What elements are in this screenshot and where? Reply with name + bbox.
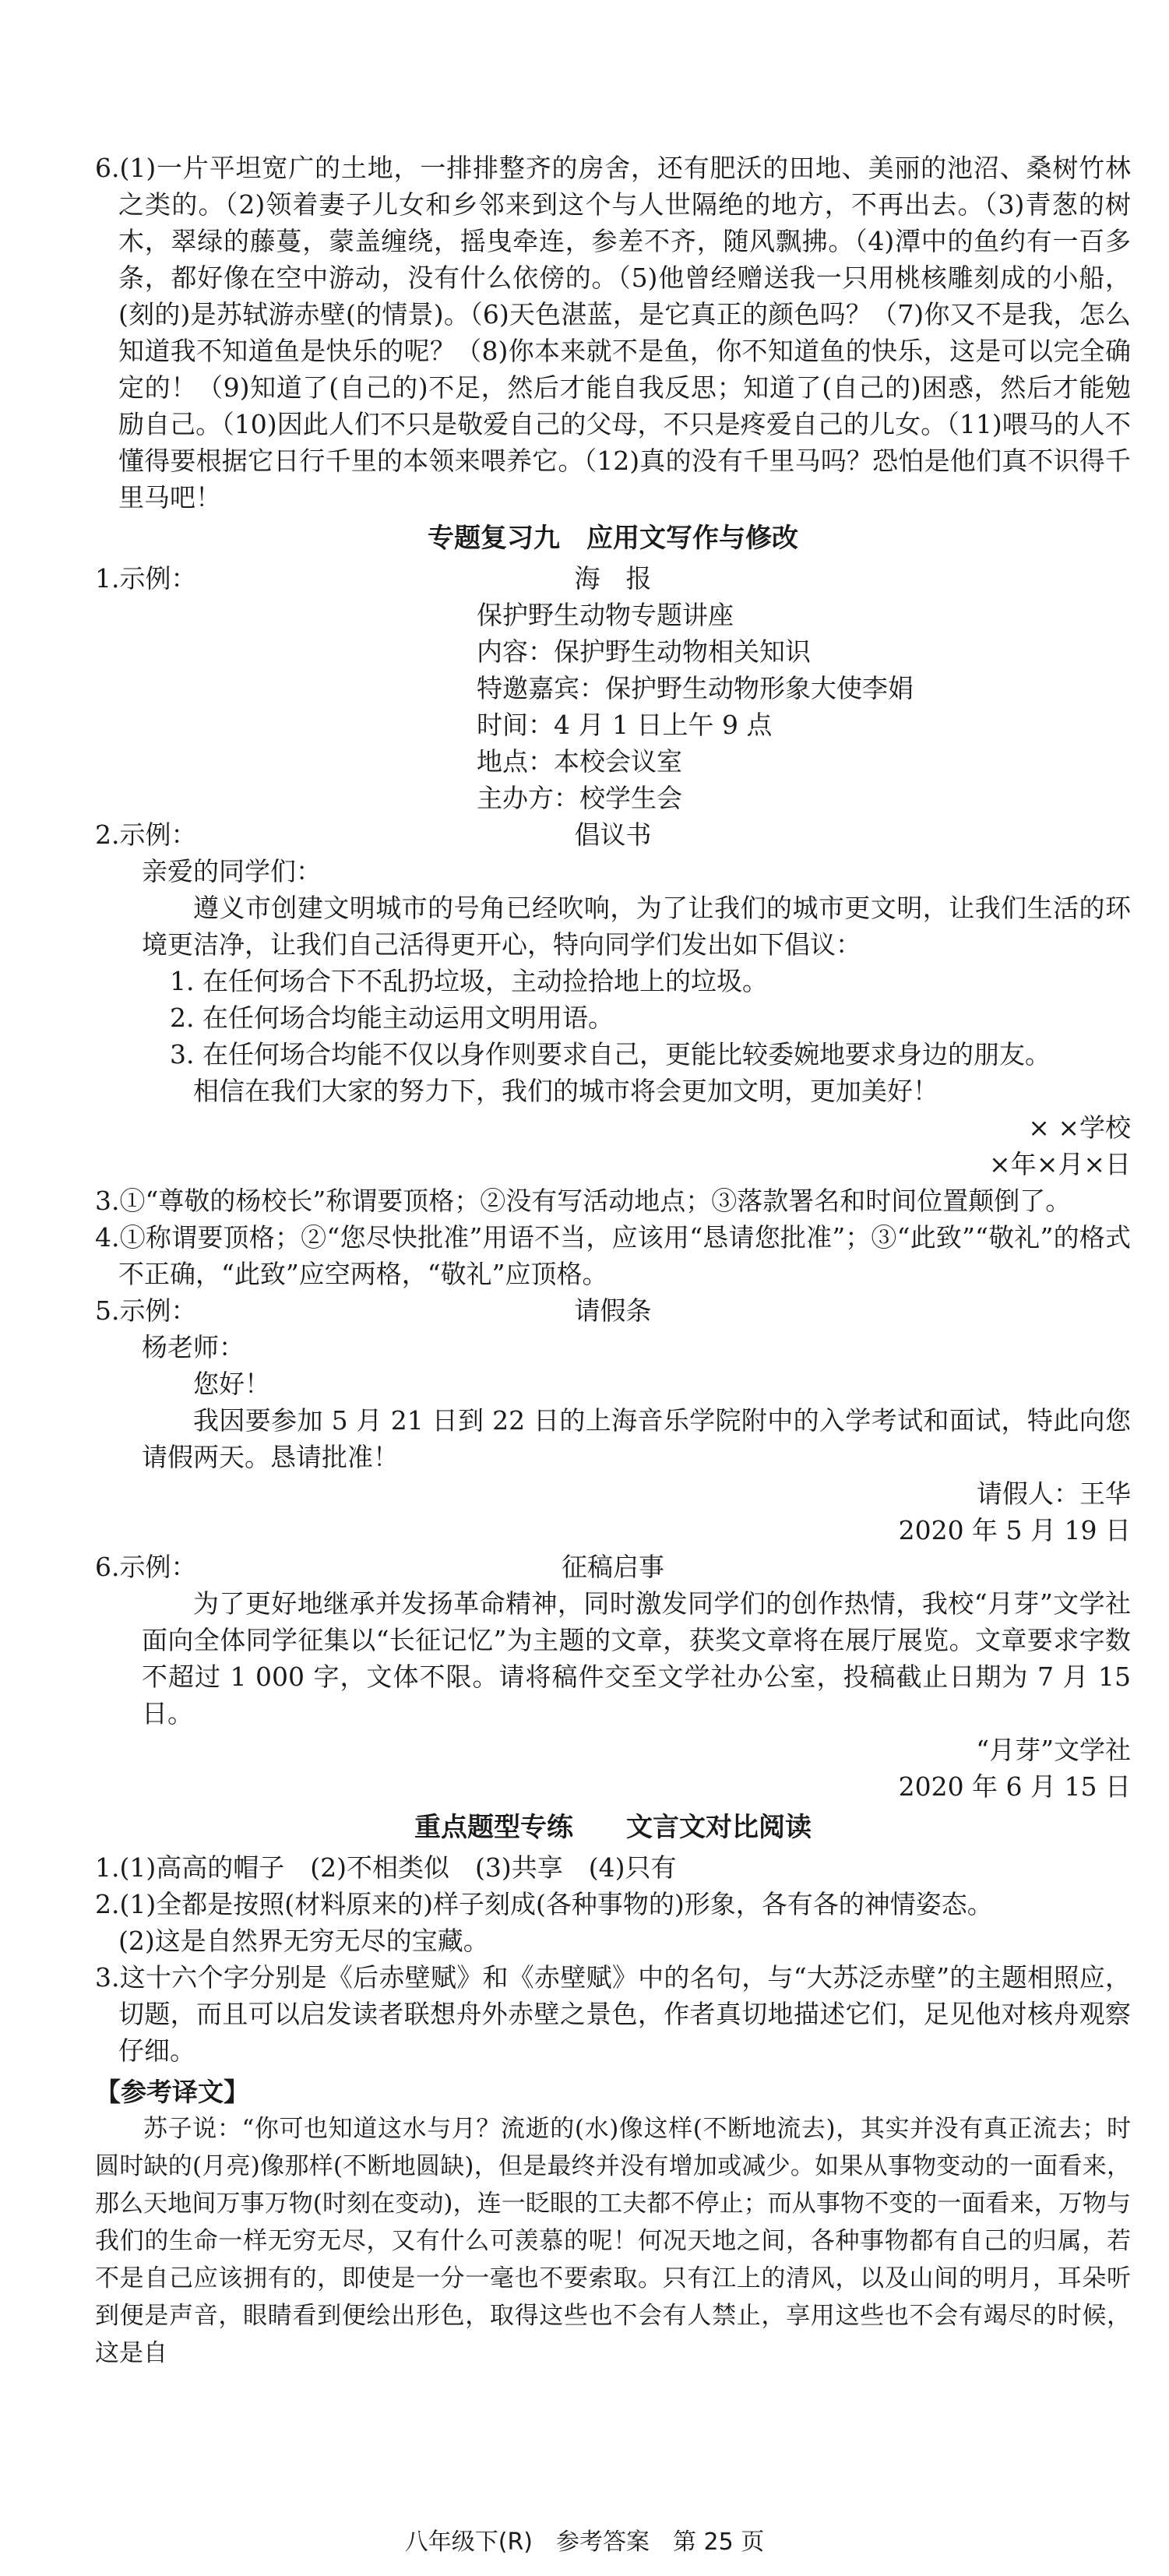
item-5-label: 5.示例： (95, 1295, 197, 1326)
call-for-papers-date: 2020 年 6 月 15 日 (898, 1771, 1131, 1802)
focus-answer-2-part-1: 2.(1)全都是按照(材料原来的)样子刻成(各种事物的)形象，各有各的神情姿态。 (95, 1889, 993, 1919)
leave-note-body: 我因要参加 5 月 21 日到 22 日的上海音乐学院附中的入学考试和面试，特此向您请假两天。恳请批准！ (142, 1405, 1131, 1472)
leave-note-date: 2020 年 5 月 19 日 (898, 1515, 1131, 1545)
proposal-items (95, 963, 1131, 1073)
leave-note-heading-row (95, 1292, 1131, 1329)
focus-answer-1: 1.(1)高高的帽子 (2)不相类似 (3)共享 (4)只有 (95, 1852, 677, 1883)
focus-answer-2-part-2: (2)这是自然界无穷无尽的宝藏。 (118, 1926, 489, 1956)
poster-heading-row (95, 560, 1131, 597)
proposal-item: 3. 在任何场合均能不仅以身作则要求自己，更能比较委婉地要求身边的朋友。 (170, 1039, 1051, 1070)
poster-line: 地点：本校会议室 (477, 746, 682, 777)
leave-note-signature: 请假人：王华 (977, 1478, 1131, 1509)
poster-line: 时间：4 月 1 日上午 9 点 (477, 710, 773, 740)
reference-translation (95, 2110, 1131, 2372)
call-for-papers-body: 为了更好地继承并发扬革命精神，同时激发同学们的创作热情，我校“月芽”文学社面向全体同学征集以“长征记忆”为主题的文章，获奖文章将在展厅展览。文章要求字数不超过 1 000 字，文体不限。请将稿件交至文学社办公室，投稿截止日期为 7 月 15 日。 (142, 1588, 1131, 1728)
proposal-closing: 相信在我们大家的努力下，我们的城市将会更加文明，更加美好！ (193, 1076, 938, 1106)
content (95, 150, 1131, 2372)
proposal-signature: × ×学校 (1028, 1112, 1131, 1143)
answer-3: 3.①“尊敬的杨校长”称谓要顶格；②没有写活动地点；③落款署名和时间位置颠倒了。 (95, 1186, 1072, 1216)
leave-note-hello: 您好！ (193, 1369, 270, 1399)
poster-line: 内容：保护野生动物相关知识 (477, 636, 811, 667)
item-6-label: 6.示例： (95, 1552, 197, 1582)
poster-line: 主办方：校学生会 (477, 783, 682, 813)
proposal-item: 2. 在任何场合均能主动运用文明用语。 (170, 1003, 614, 1033)
item-1-label: 1.示例： (95, 563, 197, 594)
answer-4: 4.①称谓要顶格；②“您尽快批准”用语不当，应该用“恳请您批准”；③“此致”“敬礼”的格式不正确，“此致”应空两格，“敬礼”应顶格。 (95, 1222, 1131, 1289)
proposal-heading-row (95, 816, 1131, 853)
reference-translation-heading: 【参考译文】 (95, 2077, 249, 2107)
leave-note-greeting: 杨老师： (142, 1332, 245, 1362)
page-footer: 八年级下(R) 参考答案 第 25 页 (404, 2528, 765, 2556)
call-for-papers-heading-row (95, 1549, 1131, 1585)
item-2-label: 2.示例： (95, 819, 197, 850)
call-for-papers-signature: “月芽”文学社 (976, 1735, 1131, 1765)
reference-translation-text: 苏子说：“你可也知道这水与月？流逝的(水)像这样(不断地流去)，其实并没有真正流去；时圆时缺的(月亮)像那样(不断地圆缺)，但是最终并没有增加或减少。如果从事物变动的一面看来，那么天地间万事万物(时刻在变动)，连一眨眼的工夫都不停止；而从事物不变的一面看来，万物与我们的生命一样无穷无尽，又有什么可羡慕的呢！何况天地之间，各种事物都有自己的归属，若不是自己应该拥有的，即使是一分一毫也不要索取。只有江上的清风，以及山间的明月，耳朵听到便是声音，眼睛看到便绘出形色，取得这些也不会有人禁止，享用这些也不会有竭尽的时候，这是自 (95, 2115, 1131, 2367)
call-for-papers-title: 征稿启事 (562, 1552, 664, 1582)
poster-line: 保护野生动物专题讲座 (477, 600, 734, 630)
focus-answer-3: 3.这十六个字分别是《后赤壁赋》和《赤壁赋》中的名句，与“大苏泛赤壁”的主题相照应，切题，而且可以启发读者联想舟外赤壁之景色，作者真切地描述它们，足见他对核舟观察仔细。 (95, 1962, 1131, 2066)
poster-title: 海 报 (574, 563, 652, 594)
poster-body (95, 597, 1131, 816)
proposal-greeting: 亲爱的同学们： (142, 856, 322, 886)
question-6-translations: 6.(1)一片平坦宽广的土地，一排排整齐的房舍，还有肥沃的田地、美丽的池沼、桑树竹林之类的。（2)领着妻子儿女和乡邻来到这个与人世隔绝的地方，不再出去。（3)青葱的树木，翠绿的藤蔓，蒙盖缠绕，摇曳牵连，参差不齐，随风飘拂。（4)潭中的鱼约有一百多条，都好像在空中游动，没有什么依傍的。（5)他曾经赠送我一只用桃核雕刻成的小船，(刻的)是苏轼游赤壁(的情景)。（6)天色湛蓝，是它真正的颜色吗？（7)你又不是我，怎么知道我不知道鱼是快乐的呢？（8)你本来就不是鱼，你不知道鱼的快乐，这是可以完全确定的！（9)知道了(自己的)不足，然后才能自我反思；知道了(自己的)困惑，然后才能勉励自己。（10)因此人们不只是敬爱自己的父母，不只是疼爱自己的儿女。（11)喂马的人不懂得要根据它日行千里的本领来喂养它。（12)真的没有千里马吗？恐怕是他们真不识得千里马吧！ (95, 153, 1131, 513)
section-9-title: 专题复习九 应用文写作与修改 (428, 523, 798, 554)
proposal-item: 1. 在任何场合下不乱扔垃圾，主动捡拾地上的垃圾。 (170, 966, 768, 996)
proposal-body: 遵义市创建文明城市的号角已经吹响，为了让我们的城市更文明，让我们生活的环境更洁净，让我们自己活得更开心，特向同学们发出如下倡议： (142, 893, 1131, 960)
focus-section-title: 重点题型专练 文言文对比阅读 (414, 1812, 812, 1843)
poster-line: 特邀嘉宾：保护野生动物形象大使李娟 (477, 673, 914, 703)
proposal-date: ×年×月×日 (989, 1149, 1131, 1179)
leave-note-title: 请假条 (574, 1295, 652, 1326)
proposal-title: 倡议书 (574, 819, 652, 850)
